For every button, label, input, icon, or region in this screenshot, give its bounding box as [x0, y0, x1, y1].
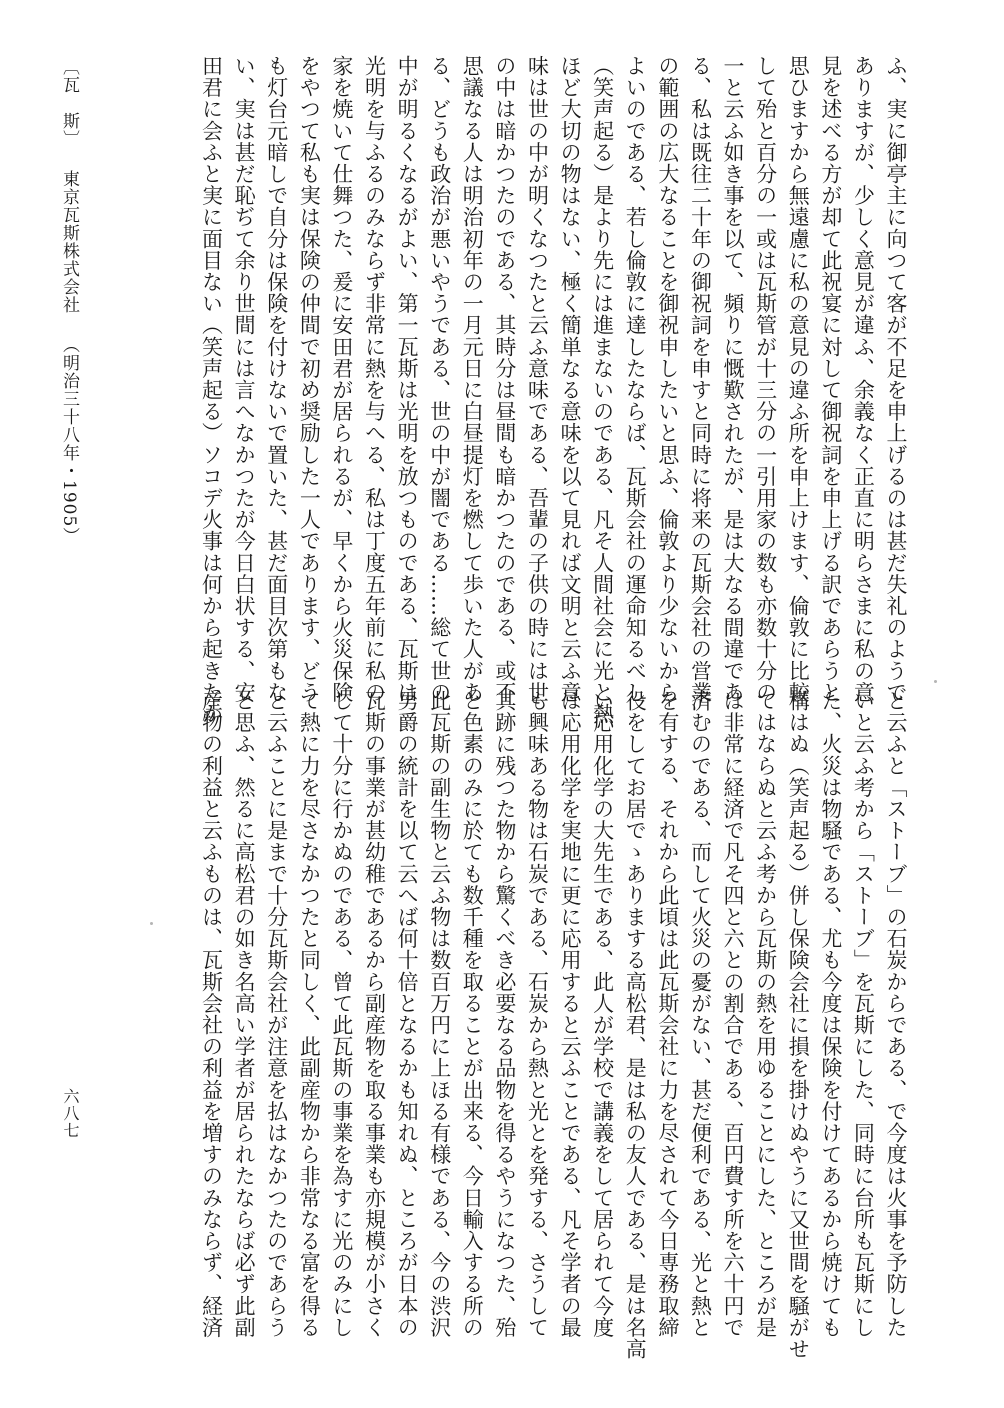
text-line: （笑声起る）是より先には進まないのである、凡そ人間社会に光と熱 — [590, 55, 615, 725]
lower-text-block — [199, 690, 912, 1360]
text-line: 光明を与ふるのみならず非常に熱を与へる、私は丁度五年前に私の — [362, 55, 387, 703]
text-line: 済むのである、而して火災の憂がない、甚だ便利である、光と熱と — [688, 690, 713, 1338]
text-line: 此瓦斯の副生物と云ふ物は数百万円に上ほる有様である、今の渋沢 — [427, 690, 452, 1338]
text-line: と色素のみに於ても数千種を取ることが出来る、今日輸入する所の — [460, 690, 485, 1338]
text-line: と云ふことに是まで十分瓦斯会社が注意を払はなかつたのであらう — [264, 690, 289, 1338]
text-line: ふ、実に御亭主に向つて客が不足を申上げるのは甚だ失礼のようで — [884, 55, 908, 703]
text-line: 其跡に残つた物から驚くべき必要なる品物を得るやうになつた、殆 — [492, 690, 517, 1338]
text-line: と云ふと「ストーブ」の石炭からである、で今度は火事を予防した — [884, 690, 908, 1338]
text-line: して十分に行かぬのである、曾て此瓦斯の事業を為すに光のみにし — [329, 690, 354, 1338]
text-line: 思議なる人は明治初年の一月元日に白昼提灯を燃して歩いた人があ — [460, 55, 485, 703]
text-line: 男爵の統計を以て云へば何十倍となるかも知れぬ、ところが日本の — [395, 690, 420, 1338]
text-line: をやつて私も実は保険の仲間で初め奨励した一人であります、どう — [297, 55, 322, 703]
text-line: よいのである、若し倫敦に達したならば、瓦斯会社の運命知るべし — [623, 55, 648, 703]
text-line: と思ふ、然るに高松君の如き名高い学者が居られたならば必ず此副 — [232, 690, 257, 1338]
text-line: も灯台元暗しで自分は保険を付けないで置いた、甚だ面目次第もな — [264, 55, 289, 703]
text-line: は非常に経済で凡そ四と六との割合である、百円費す所を六十円で — [721, 690, 746, 1338]
scan-speck — [150, 922, 153, 925]
text-line: 家を焼いて仕舞つた、爰に安田君が居られるが、早くから火災保険 — [329, 55, 354, 703]
text-line: る、私は既往二十年の御祝詞を申すと同時に将来の瓦斯会社の営業 — [688, 55, 713, 703]
running-head — [52, 58, 82, 618]
text-line: を有する、それから此頃は此瓦斯会社に力を尽されて今日専務取締 — [655, 690, 680, 1338]
text-line: い応用化学の大先生である、此人が学校で講義をして居られて今度 — [590, 690, 615, 1338]
text-line: は応用化学を実地に更に応用すると云ふことである、凡そ学者の最 — [558, 690, 583, 1338]
text-line: 味は世の中が明くなつたと云ふ意味である、吾輩の子供の時には世 — [525, 55, 550, 703]
text-line: の中は暗かつたのである、其時分は昼間も暗かつたのである、或不 — [492, 55, 517, 703]
text-line: 中が明るくなるがよい、第一瓦斯は光明を放つものである、瓦斯は — [395, 55, 420, 703]
text-line: い、実は甚だ恥ぢて余り世間には言へなかつたが今日白状する、安 — [232, 55, 257, 703]
upper-text-block — [199, 55, 912, 725]
scan-speck — [934, 680, 937, 683]
text-line: ほど大切の物はない、極く簡単なる意味を以て見れば文明と云ふ意 — [558, 55, 583, 703]
text-line: 瓦斯の事業が甚幼稚であるから副産物を取る事業も亦規模が小さく — [362, 690, 387, 1338]
text-line: の範囲の広大なることを御祝申したいと思ふ、倫敦より少ないから — [655, 55, 680, 703]
text-line: も興味ある物は石炭である、石炭から熱と光とを発する、さうして — [525, 690, 550, 1338]
text-line: 構はぬ（笑声起る）併し保険会社に損を掛けぬやうに又世間を騒がせ — [786, 690, 811, 1360]
text-line: 一と云ふ如き事を以て、頻りに慨歎されたが、是は大なる間違であ — [721, 55, 746, 703]
text-line: いと云ふ考から「ストーブ」を瓦斯にした、同時に台所も瓦斯にし — [851, 690, 876, 1338]
text-line: た、火災は物騒である、尤も今度は保険を付けてあるから焼けても — [818, 690, 843, 1338]
running-head-date: （明治三十八年・1905） — [59, 336, 79, 546]
text-line: 産物の利益と云ふものは、瓦斯会社の利益を増すのみならず、経済 — [199, 690, 224, 1338]
text-line: して殆と百分の一或は瓦斯管が十三分の一引用家の数も亦数十分の — [753, 55, 778, 703]
running-head-company: 東京瓦斯株式会社 — [59, 170, 79, 314]
page-number: 六八七 — [61, 1088, 80, 1139]
text-line: ありますが、少しく意見が違ふ、余義なく正直に明らさまに私の意 — [851, 55, 876, 703]
text-line: る、どうも政治が悪いやうである、世の中が闇である……総て世の — [427, 55, 452, 703]
text-line: てはならぬと云ふ考から瓦斯の熱を用ゆることにした、ところが是 — [753, 690, 778, 1338]
text-line: 田君に会ふと実に面目ない（笑声起る）ソコデ火事は何から起きたか — [199, 55, 224, 725]
text-line: 役をしてお居でゝありまする高松君、是は私の友人である、是は名高 — [623, 690, 648, 1360]
running-head-section: 〔瓦 斯〕 — [59, 58, 79, 148]
text-line: 思ひますから無遠慮に私の意見の違ふ所を申上けます、倫敦に比較 — [786, 55, 811, 703]
text-line: 見を述べる方が却て此祝宴に対して御祝詞を申上げる訳であらうと — [818, 55, 843, 703]
text-line: て熱に力を尽さなかつたと同しく、此副産物から非常なる富を得る — [297, 690, 322, 1338]
